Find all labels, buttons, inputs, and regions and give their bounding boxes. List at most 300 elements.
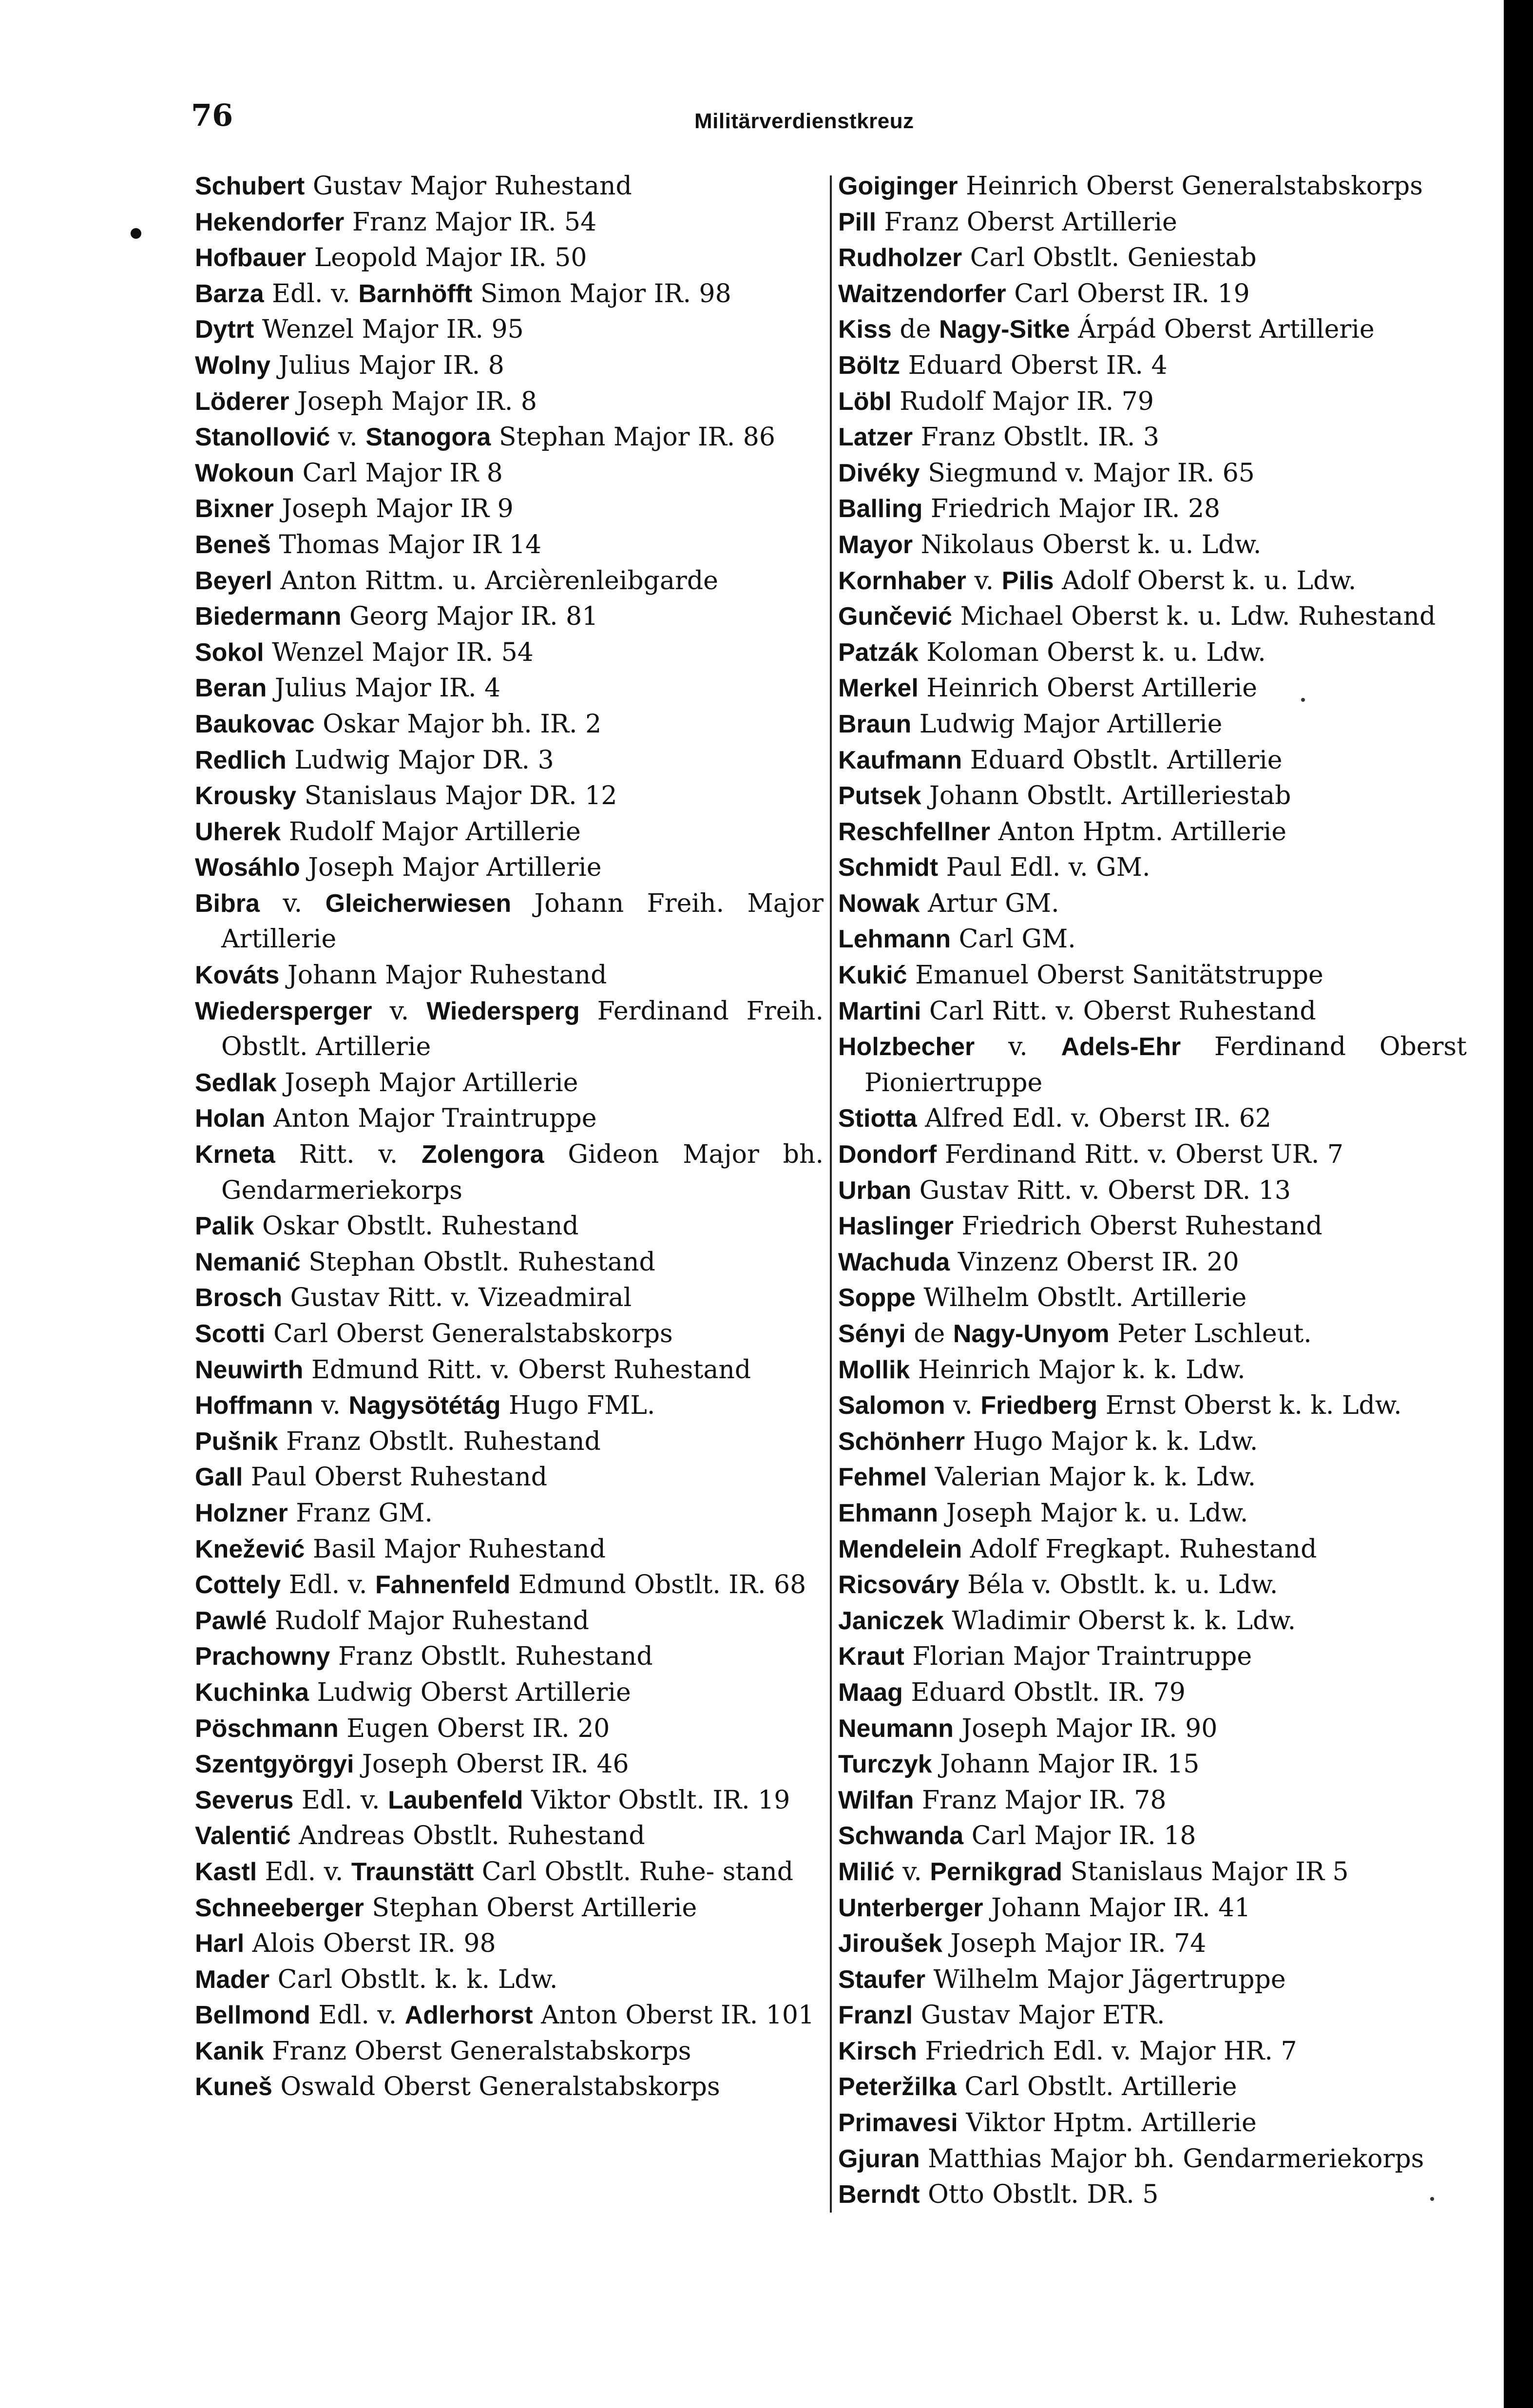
- register-entry: [838, 599, 1467, 635]
- register-entry: [838, 2105, 1467, 2141]
- entry-details: Simon Major IR. 98: [472, 279, 731, 308]
- entry-details: Rudolf Major Ruhestand: [267, 1606, 589, 1636]
- register-entry: [838, 814, 1467, 850]
- entry-surname: Scotti: [195, 1320, 266, 1348]
- entry-surname: Neuwirth: [195, 1355, 304, 1384]
- register-entry: [838, 1101, 1467, 1137]
- entry-details: v.: [372, 996, 427, 1026]
- register-entry: [838, 1998, 1467, 2034]
- entry-surname: Ehmann: [838, 1499, 939, 1527]
- entry-surname: Maag: [838, 1678, 903, 1707]
- entry-surname: Redlich: [195, 746, 287, 774]
- register-entry: [838, 1783, 1467, 1819]
- register-entry: [195, 1245, 824, 1281]
- entry-surname: Mendelein: [838, 1535, 962, 1563]
- column-divider: [830, 175, 832, 2213]
- entry-details: Árpád Oberst Artillerie: [1070, 315, 1375, 345]
- entry-surname: Gunčević: [838, 602, 953, 631]
- entry-details: Béla v. Obstlt. k. u. Ldw.: [959, 1570, 1278, 1600]
- entry-details: Carl Oberst Generalstabskorps: [265, 1319, 673, 1348]
- register-entry: [195, 1209, 824, 1245]
- register-entry: [195, 671, 824, 707]
- register-entry: [838, 886, 1467, 922]
- entry-details: Koloman Oberst k. u. Ldw.: [918, 637, 1266, 667]
- entry-predicate: Nagysötétág: [348, 1391, 501, 1420]
- entry-surname: Staufer: [838, 1965, 926, 1994]
- register-entry: [838, 1818, 1467, 1854]
- entry-surname: Lehmann: [838, 925, 951, 954]
- entry-predicate: Stanogora: [365, 423, 491, 452]
- entry-predicate: Laubenfeld: [388, 1786, 523, 1814]
- entry-details: Hugo Major k. k. Ldw.: [965, 1426, 1258, 1456]
- entry-surname: Mollik: [838, 1355, 910, 1384]
- entry-details: Carl Major IR. 18: [963, 1821, 1196, 1851]
- entry-details: Gustav Major ETR.: [913, 2001, 1165, 2030]
- entry-surname: Pušnik: [195, 1427, 278, 1456]
- entry-details: Edl. v.: [281, 1570, 375, 1600]
- register-entry: [838, 707, 1467, 743]
- entry-surname: Divéky: [838, 459, 920, 487]
- register-entry: [195, 1639, 824, 1675]
- entry-details: Ludwig Major DR. 3: [286, 745, 554, 775]
- register-entry: [195, 1818, 824, 1854]
- register-entry: [195, 1065, 824, 1101]
- entry-details: Paul Edl. v. GM.: [938, 853, 1150, 883]
- entry-surname: Uherek: [195, 817, 281, 846]
- entry-details: Johann Major Ruhestand: [279, 961, 607, 990]
- entry-details: Edl. v.: [257, 1857, 351, 1887]
- running-head: Militärverdienstkreuz: [694, 109, 914, 133]
- register-entry: [838, 1460, 1467, 1496]
- entry-surname: Kanik: [195, 2037, 264, 2065]
- register-entry: [838, 527, 1467, 563]
- register-entry: [838, 1711, 1467, 1747]
- entry-surname: Cottely: [195, 1571, 281, 1599]
- entry-surname: Latzer: [838, 423, 913, 452]
- register-entry: [195, 1352, 824, 1388]
- entry-details: Heinrich Major k. k. Ldw.: [910, 1355, 1246, 1385]
- register-entry: [195, 1567, 824, 1603]
- register-entry: [195, 1137, 824, 1209]
- entry-surname: Szentgyörgyi: [195, 1750, 354, 1779]
- entry-details: Johann Major IR. 15: [932, 1750, 1200, 1779]
- entry-surname: Braun: [838, 710, 912, 738]
- entry-surname: Kukić: [838, 961, 907, 990]
- left-column: [195, 169, 824, 2105]
- register-entry: [838, 2141, 1467, 2177]
- entry-details: Gustav Ritt. v. Vizeadmiral: [282, 1283, 632, 1313]
- entry-details: Heinrich Oberst Generalstabskorps: [958, 172, 1423, 201]
- entry-details: Julius Major IR. 8: [270, 350, 504, 380]
- entry-details: v.: [330, 423, 366, 452]
- entry-predicate: Barnhöfft: [358, 279, 473, 308]
- entry-surname: Pöschmann: [195, 1714, 339, 1743]
- entry-details: Wenzel Major IR. 95: [254, 315, 524, 345]
- entry-surname: Hoffmann: [195, 1391, 313, 1420]
- entry-details: Franz Obstlt. IR. 3: [913, 423, 1159, 452]
- right-column: [838, 169, 1467, 2213]
- register-entry: [838, 420, 1467, 456]
- entry-details: Vinzenz Oberst IR. 20: [950, 1247, 1239, 1277]
- entry-surname: Kuneš: [195, 2073, 272, 2101]
- entry-details: Stephan Oberst Artillerie: [364, 1893, 697, 1923]
- entry-details: Joseph Major Artillerie: [276, 1068, 578, 1098]
- register-entry: [195, 312, 824, 348]
- entry-details: Andreas Obstlt. Ruhestand: [290, 1821, 645, 1851]
- entry-surname: Schönherr: [838, 1427, 965, 1456]
- entry-surname: Holan: [195, 1104, 266, 1133]
- entry-predicate: Pilis: [1001, 566, 1054, 595]
- register-entry: [195, 850, 824, 886]
- entry-details: Edl. v.: [293, 1785, 388, 1815]
- entry-details: Friedrich Major IR. 28: [922, 494, 1221, 524]
- entry-surname: Nemanić: [195, 1248, 301, 1276]
- entry-surname: Jiroušek: [838, 1929, 942, 1958]
- entry-surname: Balling: [838, 495, 923, 523]
- entry-surname: Merkel: [838, 674, 919, 703]
- register-entry: [838, 1209, 1467, 1245]
- entry-surname: Bellmond: [195, 2001, 310, 2030]
- entry-details: Georg Major IR. 81: [341, 602, 598, 632]
- register-entry: [838, 2034, 1467, 2070]
- entry-details: Carl Obstlt. k. k. Ldw.: [269, 1965, 558, 1994]
- entry-details: Johann Freih. Major Artillerie: [221, 888, 824, 954]
- entry-details: Ferdinand Oberst Pioniertruppe: [864, 1032, 1467, 1098]
- register-entry: [838, 276, 1467, 312]
- entry-details: Franz Oberst Artillerie: [876, 207, 1177, 237]
- register-entry: [195, 2069, 824, 2105]
- entry-details: Joseph Oberst IR. 46: [354, 1750, 629, 1779]
- entry-details: Viktor Hptm. Artillerie: [958, 2108, 1257, 2138]
- entry-predicate: Adels-Ehr: [1061, 1033, 1181, 1061]
- entry-details: Adolf Oberst k. u. Ldw.: [1054, 566, 1357, 596]
- margin-mark: [131, 228, 141, 239]
- register-entry: [838, 994, 1467, 1030]
- register-entry: [195, 563, 824, 599]
- entry-details: Carl Obstlt. Ruhe- stand: [474, 1857, 794, 1887]
- register-entry: [195, 1280, 824, 1316]
- entry-details: Thomas Major IR 14: [271, 530, 542, 559]
- entry-details: Julius Major IR. 4: [267, 674, 501, 703]
- entry-details: Nikolaus Oberst k. u. Ldw.: [913, 530, 1262, 559]
- entry-surname: Sokol: [195, 638, 264, 667]
- register-entry: [838, 1352, 1467, 1388]
- entry-details: Carl Obstlt. Geniestab: [962, 243, 1257, 273]
- register-entry: [195, 1783, 824, 1819]
- entry-details: Joseph Major k. u. Ldw.: [938, 1498, 1248, 1528]
- register-entry: [195, 958, 824, 994]
- entry-details: Carl GM.: [951, 925, 1076, 954]
- entry-details: Ritt. v.: [275, 1140, 422, 1170]
- register-entry: [195, 599, 824, 635]
- entry-surname: Böltz: [838, 351, 901, 380]
- entry-surname: Franzl: [838, 2001, 913, 2030]
- entry-surname: Salomon: [838, 1391, 945, 1420]
- register-entry: [195, 814, 824, 850]
- entry-details: Valerian Major k. k. Ldw.: [927, 1463, 1256, 1492]
- entry-details: de: [891, 315, 939, 345]
- register-entry: [195, 1854, 824, 1890]
- register-entry: [195, 1460, 824, 1496]
- entry-details: Michael Oberst k. u. Ldw. Ruhestand: [952, 602, 1436, 632]
- register-entry: [838, 456, 1467, 492]
- entry-details: Eduard Oberst IR. 4: [900, 350, 1168, 380]
- entry-details: Johann Major IR. 41: [983, 1893, 1251, 1923]
- entry-surname: Löderer: [195, 387, 289, 416]
- entry-surname: Sényi: [838, 1320, 906, 1348]
- entry-details: v.: [975, 1032, 1061, 1062]
- entry-surname: Löbl: [838, 387, 892, 416]
- register-entry: [195, 994, 824, 1065]
- entry-surname: Putsek: [838, 782, 921, 810]
- entry-surname: Holzner: [195, 1499, 288, 1527]
- register-entry: [838, 1603, 1467, 1639]
- entry-details: Wladimir Oberst k. k. Ldw.: [943, 1606, 1296, 1636]
- entry-details: Anton Rittm. u. Arcièrenleibgarde: [272, 566, 718, 596]
- entry-details: Ferdinand Ritt. v. Oberst UR. 7: [937, 1140, 1343, 1170]
- register-entry: [195, 1998, 824, 2034]
- register-entry: [838, 1137, 1467, 1173]
- entry-surname: Kastl: [195, 1857, 257, 1886]
- entry-surname: Primavesi: [838, 2109, 958, 2138]
- entry-surname: Wokoun: [195, 459, 295, 487]
- entry-details: Oskar Obstlt. Ruhestand: [254, 1212, 579, 1241]
- register-entry: [838, 1567, 1467, 1603]
- entry-details: Johann Obstlt. Artilleriestab: [921, 781, 1291, 811]
- entry-details: Gustav Major Ruhestand: [305, 172, 632, 201]
- entry-details: Joseph Major IR. 74: [942, 1929, 1207, 1959]
- register-entry: [195, 1101, 824, 1137]
- entry-details: Siegmund v. Major IR. 65: [920, 458, 1255, 488]
- entry-surname: Hofbauer: [195, 244, 307, 272]
- entry-details: Rudolf Major Artillerie: [281, 817, 581, 847]
- entry-details: Adolf Fregkapt. Ruhestand: [962, 1534, 1317, 1564]
- register-entry: [195, 1675, 824, 1711]
- register-entry: [195, 1890, 824, 1926]
- entry-details: Anton Hptm. Artillerie: [990, 817, 1287, 847]
- entry-surname: Holzbecher: [838, 1033, 975, 1061]
- entry-surname: Gjuran: [838, 2144, 920, 2173]
- entry-details: Stephan Major IR. 86: [491, 423, 775, 452]
- entry-details: Joseph Major IR. 90: [953, 1714, 1218, 1743]
- page-number: 76: [191, 97, 233, 133]
- register-entry: [838, 491, 1467, 527]
- entry-predicate: Friedberg: [980, 1391, 1098, 1420]
- entry-predicate: Nagy-Unyom: [953, 1320, 1110, 1348]
- register-entry: [838, 1424, 1467, 1460]
- entry-surname: Goiginger: [838, 172, 958, 200]
- entry-details: de: [905, 1319, 953, 1348]
- entry-details: Franz Obstlt. Ruhestand: [278, 1426, 601, 1456]
- entry-surname: Neumann: [838, 1714, 954, 1743]
- register-entry: [838, 922, 1467, 958]
- entry-details: Edl. v.: [264, 279, 359, 308]
- register-entry: [838, 1747, 1467, 1783]
- entry-details: Stanislaus Major IR 5: [1062, 1857, 1349, 1887]
- entry-surname: Dytrt: [195, 315, 254, 344]
- register-entry: [195, 1926, 824, 1962]
- register-entry: [838, 958, 1467, 994]
- register-entry: [195, 2034, 824, 2070]
- entry-details: Wilhelm Obstlt. Artillerie: [915, 1283, 1247, 1313]
- entry-surname: Stanollović: [195, 423, 330, 452]
- entry-surname: Ricsováry: [838, 1571, 959, 1599]
- register-entry: [195, 778, 824, 814]
- register-entry: [838, 1316, 1467, 1352]
- entry-surname: Soppe: [838, 1284, 916, 1312]
- entry-surname: Krousky: [195, 782, 297, 810]
- entry-surname: Haslinger: [838, 1212, 954, 1241]
- entry-details: Eduard Obstlt. IR. 79: [902, 1677, 1186, 1707]
- entry-details: Matthias Major bh. Gendarmeriekorps: [920, 2144, 1424, 2174]
- register-entry: [838, 1280, 1467, 1316]
- register-entry: [838, 1029, 1467, 1101]
- register-entry: [838, 778, 1467, 814]
- entry-details: Wilhelm Major Jägertruppe: [925, 1965, 1286, 1994]
- entry-details: Franz Major IR. 54: [344, 207, 597, 237]
- register-entry: [838, 1532, 1467, 1568]
- register-entry: [195, 276, 824, 312]
- entry-surname: Dondorf: [838, 1140, 937, 1169]
- entry-surname: Kiss: [838, 315, 892, 344]
- entry-details: v.: [966, 566, 1002, 596]
- entry-surname: Gall: [195, 1463, 243, 1492]
- entry-surname: Wachuda: [838, 1248, 950, 1276]
- entry-details: Ferdinand Freih. Obstlt. Artillerie: [221, 996, 824, 1062]
- entry-details: Alfred Edl. v. Oberst IR. 62: [917, 1104, 1271, 1134]
- register-entry: [838, 2177, 1467, 2213]
- register-entry: [838, 240, 1467, 276]
- register-entry: [838, 671, 1467, 707]
- entry-surname: Baukovac: [195, 710, 315, 738]
- entry-surname: Schwanda: [838, 1822, 964, 1850]
- entry-details: Franz Oberst Generalstabskorps: [264, 2036, 691, 2066]
- register-entry: [838, 1962, 1467, 1998]
- entry-predicate: Pernikgrad: [930, 1857, 1063, 1886]
- entry-details: Anton Major Traintruppe: [265, 1104, 597, 1134]
- entry-details: Joseph Major Artillerie: [300, 853, 602, 883]
- register-entry: [838, 1245, 1467, 1281]
- register-entry: [195, 1388, 824, 1424]
- entry-surname: Wilfan: [838, 1786, 914, 1814]
- register-entry: [838, 635, 1467, 671]
- entry-details: Carl Obstlt. Artillerie: [956, 2072, 1237, 2102]
- entry-surname: Biedermann: [195, 602, 342, 631]
- entry-surname: Bixner: [195, 495, 274, 523]
- entry-surname: Milić: [838, 1857, 895, 1886]
- entry-details: Franz Obstlt. Ruhestand: [330, 1642, 653, 1672]
- entry-surname: Barza: [195, 279, 264, 308]
- entry-surname: Schubert: [195, 172, 305, 200]
- entry-surname: Wosáhlo: [195, 853, 300, 882]
- register-entry: [838, 1675, 1467, 1711]
- entry-surname: Kaufmann: [838, 746, 962, 774]
- entry-details: Leopold Major IR. 50: [306, 243, 587, 273]
- register-entry: [838, 1890, 1467, 1926]
- register-entry: [195, 1532, 824, 1568]
- register-entry: [838, 1639, 1467, 1675]
- entry-surname: Reschfellner: [838, 817, 991, 846]
- register-entry: [838, 1388, 1467, 1424]
- entry-surname: Rudholzer: [838, 244, 962, 272]
- entry-details: Franz GM.: [287, 1498, 433, 1528]
- register-entry: [838, 205, 1467, 241]
- entry-predicate: Traunstätt: [351, 1857, 474, 1886]
- entry-surname: Kirsch: [838, 2037, 917, 2065]
- register-entry: [195, 456, 824, 492]
- entry-surname: Martini: [838, 997, 921, 1025]
- entry-surname: Beyerl: [195, 566, 272, 595]
- entry-surname: Harl: [195, 1929, 245, 1958]
- entry-details: Friedrich Edl. v. Major HR. 7: [917, 2036, 1297, 2066]
- entry-surname: Mader: [195, 1965, 270, 1994]
- entry-details: Carl Oberst IR. 19: [1006, 279, 1250, 308]
- scan-edge: [1504, 0, 1533, 2408]
- register-entry: [195, 205, 824, 241]
- register-entry: [838, 169, 1467, 205]
- entry-surname: Wiedersperger: [195, 997, 372, 1025]
- entry-surname: Turczyk: [838, 1750, 932, 1779]
- entry-surname: Berndt: [838, 2180, 920, 2209]
- register-entry: [195, 743, 824, 779]
- register-entry: [838, 1854, 1467, 1890]
- entry-surname: Knežević: [195, 1535, 305, 1563]
- entry-details: Stephan Obstlt. Ruhestand: [300, 1247, 655, 1277]
- entry-details: Gustav Ritt. v. Oberst DR. 13: [911, 1175, 1291, 1205]
- entry-surname: Urban: [838, 1176, 912, 1205]
- register-entry: [195, 1316, 824, 1352]
- register-entry: [195, 491, 824, 527]
- register-entry: [838, 384, 1467, 420]
- entry-details: v.: [945, 1391, 981, 1421]
- entry-details: Peter Lschleut.: [1109, 1319, 1312, 1348]
- entry-details: v.: [259, 888, 326, 918]
- entry-surname: Mayor: [838, 530, 913, 559]
- entry-surname: Kraut: [838, 1642, 904, 1671]
- entry-details: Basil Major Ruhestand: [305, 1534, 606, 1564]
- entry-details: Eugen Oberst IR. 20: [338, 1714, 610, 1743]
- entry-surname: Schmidt: [838, 853, 939, 882]
- entry-details: Anton Oberst IR. 101: [533, 2001, 815, 2030]
- entry-surname: Hekendorfer: [195, 208, 345, 236]
- entry-predicate: Wiedersperg: [426, 997, 580, 1025]
- register-entry: [195, 1711, 824, 1747]
- entry-details: v.: [894, 1857, 930, 1887]
- entry-details: Friedrich Oberst Ruhestand: [953, 1212, 1322, 1241]
- entry-details: Oskar Major bh. IR. 2: [314, 709, 602, 739]
- entry-details: Rudolf Major IR. 79: [891, 386, 1154, 416]
- entry-predicate: Adlerhorst: [404, 2001, 533, 2030]
- entry-surname: Palik: [195, 1212, 254, 1241]
- entry-surname: Nowak: [838, 889, 920, 918]
- register-entry: [195, 420, 824, 456]
- entry-details: Hugo FML.: [500, 1391, 655, 1421]
- entry-surname: Patzák: [838, 638, 919, 667]
- entry-details: Florian Major Traintruppe: [904, 1642, 1252, 1672]
- entry-details: Joseph Major IR. 8: [289, 386, 537, 416]
- entry-details: v.: [313, 1391, 349, 1421]
- register-entry: [195, 635, 824, 671]
- register-entry: [838, 2069, 1467, 2105]
- entry-surname: Stiotta: [838, 1104, 917, 1133]
- register-entry: [838, 1926, 1467, 1962]
- entry-predicate: Nagy-Sitke: [939, 315, 1070, 344]
- entry-surname: Valentić: [195, 1822, 291, 1850]
- entry-predicate: Gleicherwiesen: [325, 889, 512, 918]
- entry-surname: Kornhaber: [838, 566, 966, 595]
- entry-details: Eduard Obstlt. Artillerie: [962, 745, 1283, 775]
- register-entry: [838, 563, 1467, 599]
